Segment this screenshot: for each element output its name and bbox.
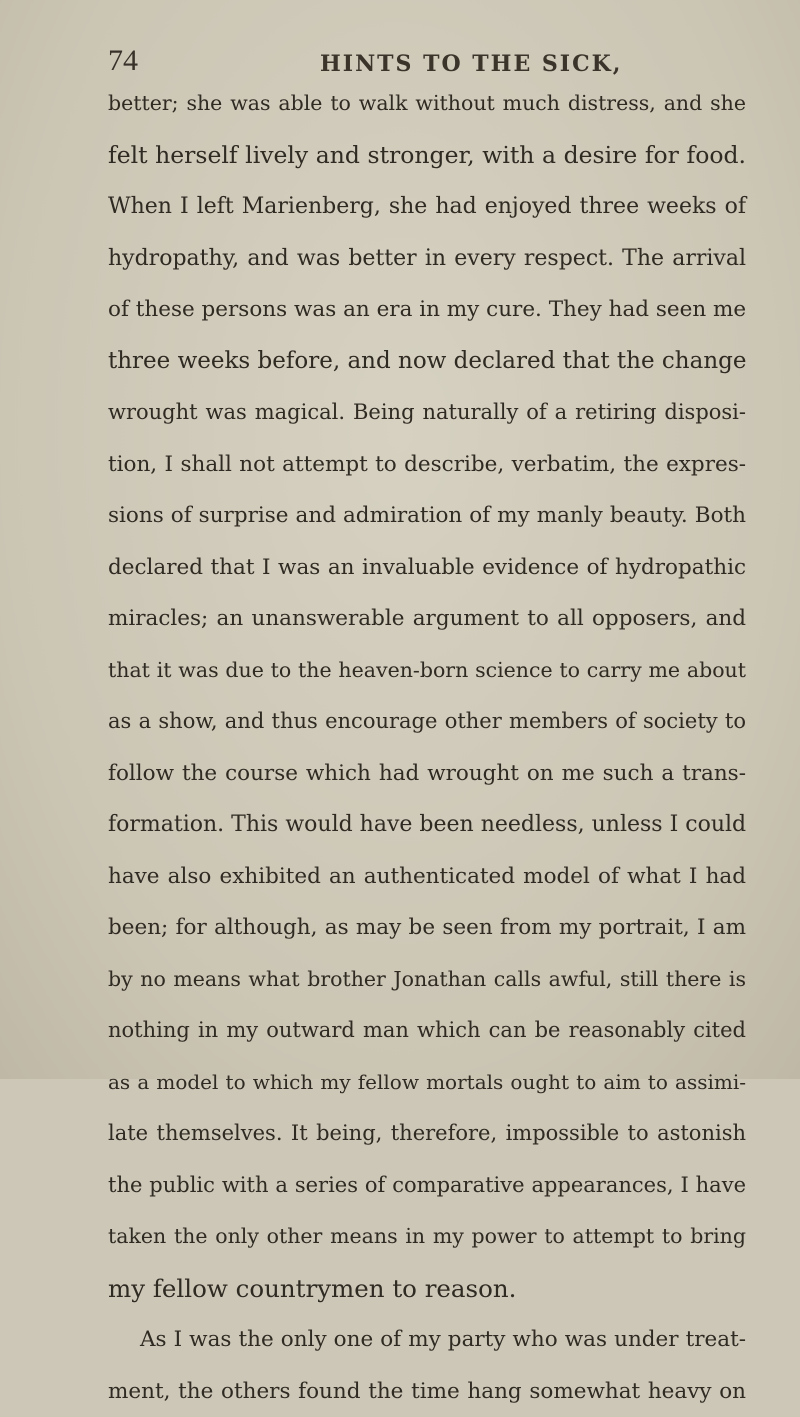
text-line: wrought was magical. Being naturally of a retiring disposi- xyxy=(108,387,746,439)
text-line: by no means what brother Jonathan calls awful, still there is xyxy=(108,954,746,1006)
text-line: better; she was able to walk without much distress, and she xyxy=(108,78,746,130)
text-line: felt herself lively and stronger, with a desire for food. xyxy=(108,130,746,182)
text-line-paragraph-start: As I was the only one of my party who was under treat- xyxy=(108,1314,746,1366)
text-line: as a model to which my fellow mortals ought to aim to assimi- xyxy=(108,1057,746,1109)
text-line: that it was due to the heaven-born science to carry me about xyxy=(108,645,746,697)
text-line-paragraph-end: my fellow countrymen to reason. xyxy=(108,1263,746,1315)
text-line: tion, I shall not attempt to describe, verbatim, the expres- xyxy=(108,439,746,491)
text-line: taken the only other means in my power to attempt to bring xyxy=(108,1211,746,1263)
text-line: declared that I was an invaluable evidence of hydropathic xyxy=(108,542,746,594)
text-line: ment, the others found the time hang somewhat heavy on xyxy=(108,1366,746,1417)
text-line: the public with a series of comparative appearances, I have xyxy=(108,1160,746,1212)
text-line: hydropathy, and was better in every respect. The arrival xyxy=(108,233,746,285)
text-line: have also exhibited an authenticated model of what I had xyxy=(108,851,746,903)
page-number: 74 xyxy=(108,44,138,78)
running-head: HINTS TO THE SICK, xyxy=(320,51,622,77)
text-line: as a show, and thus encourage other members of society to xyxy=(108,696,746,748)
text-line: three weeks before, and now declared that the change xyxy=(108,336,746,388)
text-line: of these persons was an era in my cure. They had seen me xyxy=(108,284,746,336)
text-line: been; for although, as may be seen from my portrait, I am xyxy=(108,902,746,954)
text-line: late themselves. It being, therefore, impossible to astonish xyxy=(108,1108,746,1160)
text-line: follow the course which had wrought on me such a trans- xyxy=(108,748,746,800)
text-line: miracles; an unanswerable argument to all opposers, and xyxy=(108,593,746,645)
text-line: formation. This would have been needless, unless I could xyxy=(108,799,746,851)
body-text xyxy=(108,78,746,1417)
text-line: nothing in my outward man which can be reasonably cited xyxy=(108,1005,746,1057)
text-line: sions of surprise and admiration of my manly beauty. Both xyxy=(108,490,746,542)
text-line: When I left Marienberg, she had enjoyed three weeks of xyxy=(108,181,746,233)
